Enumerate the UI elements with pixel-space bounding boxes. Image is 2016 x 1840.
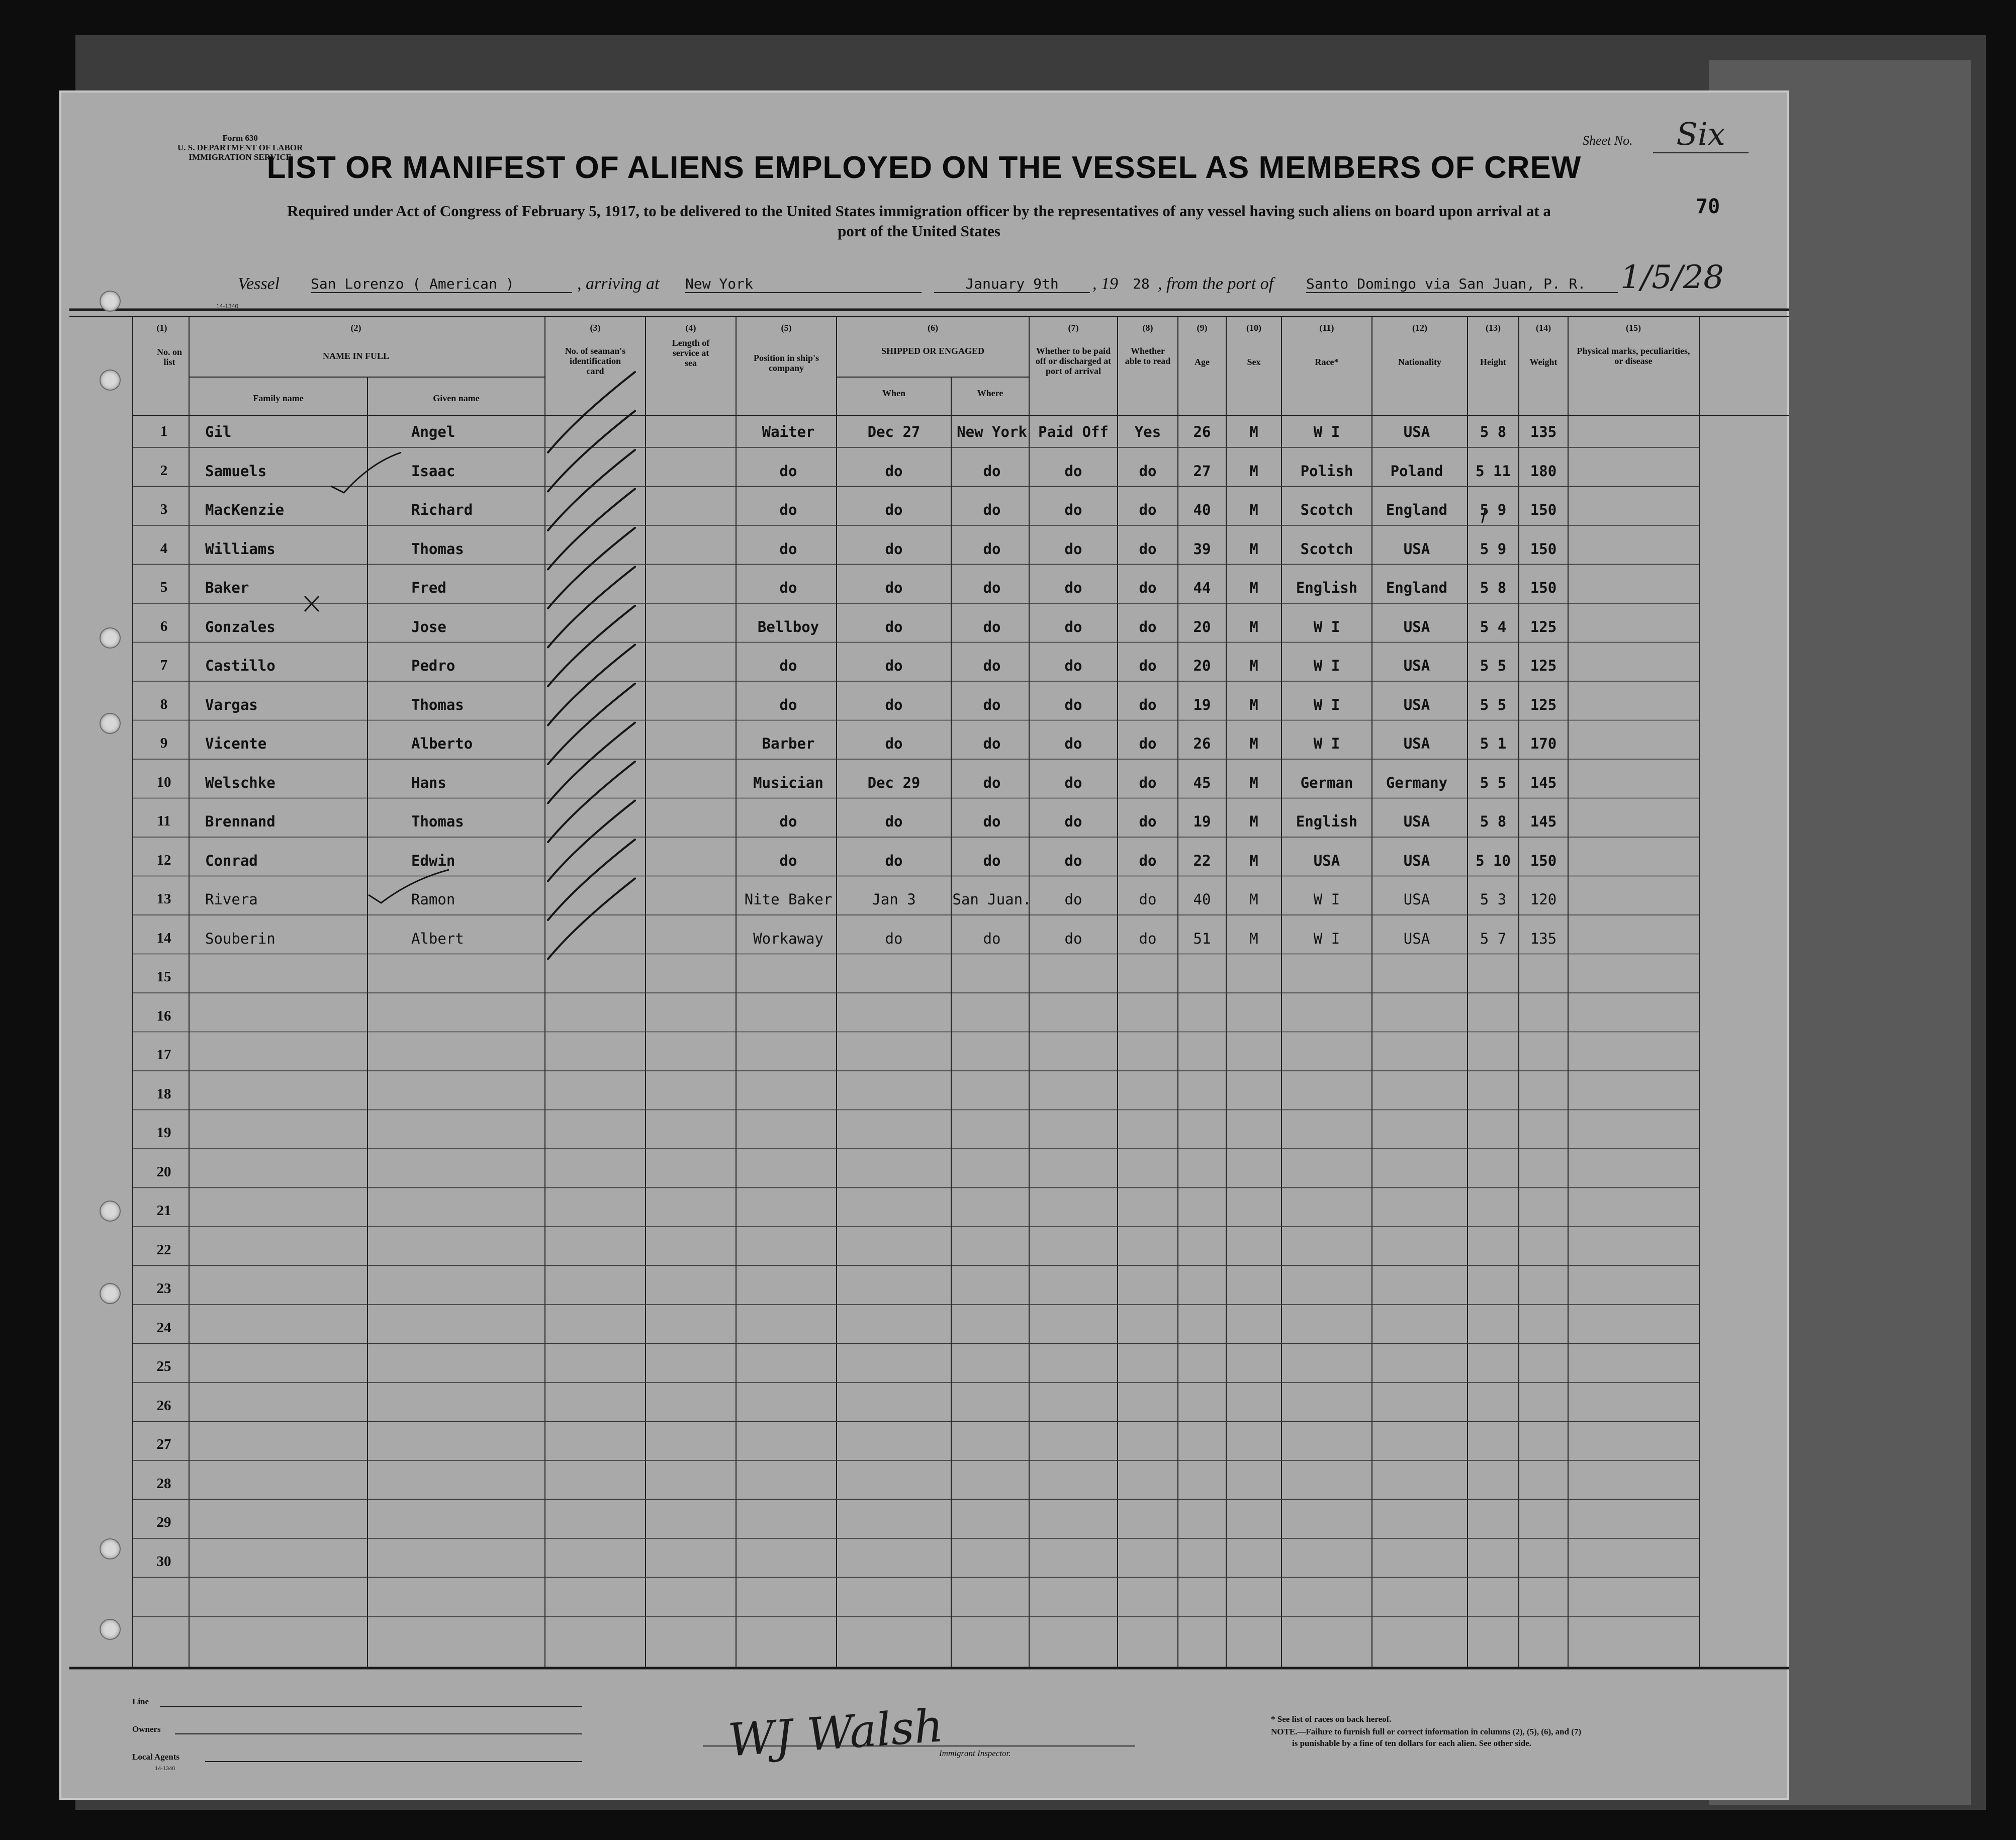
paid-off-cell: do [1064,657,1082,674]
family-name-cell: Welschke [205,774,276,791]
col-num-10: (10) [1246,323,1261,333]
row-number: 23 [156,1280,171,1297]
col-num-11: (11) [1319,323,1334,333]
arrival-date: January 9th [934,275,1090,293]
nationality-cell: USA [1403,930,1430,947]
nationality-cell: England [1386,501,1448,518]
age-cell: 39 [1193,540,1211,558]
paid-off-cell: do [1064,930,1082,947]
col-num-15: (15) [1626,323,1641,333]
able-read-cell: do [1139,774,1157,791]
able-read-cell: do [1139,891,1157,908]
col-num-3: (3) [590,323,601,333]
position-cell: Waiter [762,423,815,440]
paid-off-cell: do [1064,501,1082,518]
shipped-when-cell: do [885,852,903,869]
row-number: 26 [156,1397,171,1414]
weight-cell: 170 [1530,735,1557,752]
sex-cell: M [1249,735,1258,752]
race-cell: W I [1313,657,1340,674]
age-cell: 27 [1193,462,1211,480]
height-cell: 5 9 [1480,501,1507,518]
able-read-cell: do [1139,852,1157,869]
family-name-cell: Gil [205,423,232,440]
paid-off-cell: do [1064,774,1082,791]
family-name-cell: Samuels [205,462,267,480]
position-cell: do [779,579,797,596]
able-read-cell: do [1139,579,1157,596]
row-number: 7 [160,657,168,673]
col-num-5: (5) [781,323,792,333]
row-number: 21 [156,1203,171,1219]
family-name-cell: MacKenzie [205,501,285,518]
col-shipped: SHIPPED OR ENGAGED [881,346,985,356]
manifest-table-body [59,90,1789,1800]
footer-line-label: Line [132,1697,149,1706]
height-cell: 5 9 [1480,540,1507,558]
owners-field [175,1733,582,1734]
family-name-cell: Baker [205,579,249,596]
height-cell: 5 1 [1480,735,1507,752]
nationality-cell: USA [1403,891,1430,908]
weight-cell: 125 [1530,657,1557,674]
age-cell: 26 [1193,423,1211,440]
given-name-cell: Hans [411,774,446,791]
col-age: Age [1195,357,1210,367]
line-field [160,1706,582,1707]
row-number: 1 [160,423,168,439]
shipped-when-cell: do [885,930,903,947]
paid-off-cell: do [1064,540,1082,558]
shipped-when-cell: do [885,618,903,635]
row-number: 15 [156,969,171,985]
year-prefix: , 19 [1092,274,1118,293]
shipped-where-cell: San Juan. [952,891,1032,908]
shipped-where-cell: do [983,540,1001,558]
paid-off-cell: do [1064,579,1082,596]
sex-cell: M [1249,618,1258,635]
family-name-cell: Castillo [205,657,276,674]
race-cell: W I [1313,618,1340,635]
nationality-cell: USA [1403,852,1430,869]
row-number: 9 [160,735,168,751]
position-cell: do [779,501,797,518]
sex-cell: M [1249,891,1258,908]
col-paid-off: Whether to be paid off or discharged at port of arrival [1035,346,1112,376]
race-cell: USA [1313,852,1340,869]
row-number: 27 [156,1436,171,1452]
age-cell: 20 [1193,657,1211,674]
sex-cell: M [1249,540,1258,558]
height-cell: 5 10 [1476,852,1511,869]
given-name-cell: Alberto [411,735,473,752]
departure-port: Santo Domingo via San Juan, P. R. [1306,275,1618,293]
given-name-cell: Albert [411,930,464,947]
col-able-read: Whether able to read [1125,346,1171,366]
shipped-when-cell: Dec 27 [867,423,921,440]
race-cell: English [1296,579,1358,596]
position-cell: Nite Baker [744,891,833,908]
sex-cell: M [1249,579,1258,596]
col-where: Where [977,388,1003,398]
given-name-cell: Thomas [411,696,464,713]
handwritten-date: 1/5/28 [1620,259,1724,296]
row-number: 6 [160,618,168,634]
age-cell: 19 [1193,696,1211,713]
col-id-card: No. of seaman's identification card [565,346,626,376]
punch-hole [100,713,121,734]
row-number: 3 [160,501,168,517]
row-number: 30 [156,1553,171,1570]
race-cell: W I [1313,423,1340,440]
given-name-cell: Ramon [411,891,455,908]
family-name-cell: Brennand [205,813,276,830]
given-name-cell: Angel [411,423,455,440]
form-number: Form 630 [222,133,258,143]
given-name-cell: Fred [411,579,446,596]
weight-cell: 180 [1530,462,1557,480]
col-num-2: (2) [350,323,361,333]
able-read-cell: do [1139,618,1157,635]
col-height: Height [1480,357,1506,367]
height-cell: 5 8 [1480,813,1507,830]
family-name-cell: Gonzales [205,618,276,635]
sex-cell: M [1249,423,1258,440]
row-number: 16 [156,1007,171,1024]
col-race: Race* [1315,357,1339,367]
shipped-where-cell: do [983,657,1001,674]
col-name-in-full: NAME IN FULL [322,351,389,361]
able-read-cell: do [1139,696,1157,713]
row-number: 20 [156,1163,171,1180]
row-number: 12 [156,852,171,868]
row-number: 28 [156,1475,171,1492]
page-subtitle-2: port of the United States [838,222,1000,240]
age-cell: 44 [1193,579,1211,596]
shipped-where-cell: do [983,735,1001,752]
race-cell: English [1296,813,1358,830]
punch-hole [100,1619,121,1640]
sex-cell: M [1249,501,1258,518]
row-number: 8 [160,696,168,712]
manifest-sheet [59,90,1789,1800]
weight-cell: 135 [1530,930,1557,947]
height-cell: 5 4 [1480,618,1507,635]
col-num-1: (1) [156,323,167,333]
nationality-cell: USA [1403,423,1430,440]
nationality-cell: USA [1403,618,1430,635]
age-cell: 51 [1193,930,1211,947]
able-read-cell: do [1139,735,1157,752]
weight-cell: 150 [1530,501,1557,518]
col-num-12: (12) [1412,323,1427,333]
sex-cell: M [1249,657,1258,674]
family-name-cell: Rivera [205,891,258,908]
col-num-14: (14) [1536,323,1551,333]
note-text-2: is punishable by a fine of ten dollars for each alien. See other side. [1292,1738,1531,1748]
weight-cell: 125 [1530,618,1557,635]
position-cell: do [779,540,797,558]
race-cell: Scotch [1300,540,1353,558]
col-num-13: (13) [1486,323,1501,333]
row-number: 4 [160,540,168,557]
paid-off-cell: do [1064,735,1082,752]
stamp-number: 70 [1696,195,1720,218]
year-value: 28 [1133,275,1150,292]
page-title: LIST OR MANIFEST OF ALIENS EMPLOYED ON THE VESSEL AS MEMBERS OF CREW [266,150,1582,185]
row-number: 14 [156,930,171,946]
note-races: * See list of races on back hereof. [1271,1714,1392,1724]
col-num-7: (7) [1068,323,1079,333]
nationality-cell: USA [1403,540,1430,558]
punch-hole [100,1201,121,1222]
col-position: Position in ship's company [753,353,819,373]
inspector-signature: WJ Walsh [726,1699,945,1767]
paid-off-cell: do [1064,852,1082,869]
race-cell: W I [1313,930,1340,947]
nationality-cell: Poland [1390,462,1443,480]
age-cell: 26 [1193,735,1211,752]
shipped-when-cell: Dec 29 [867,774,921,791]
punch-hole [100,1538,121,1559]
row-number: 10 [156,774,171,790]
shipped-where-cell: do [983,618,1001,635]
shipped-when-cell: do [885,657,903,674]
col-sex: Sex [1247,357,1261,367]
position-cell: Bellboy [757,618,819,635]
weight-cell: 120 [1530,891,1557,908]
arriving-label: , arriving at [577,274,660,293]
height-cell: 5 3 [1480,891,1507,908]
position-cell: do [779,657,797,674]
shipped-where-cell: do [983,774,1001,791]
given-name-cell: Pedro [411,657,455,674]
able-read-cell: do [1139,501,1157,518]
row-number: 5 [160,579,168,595]
col-no-on-list: No. on list [157,347,182,367]
shipped-when-cell: do [885,540,903,558]
signature-line [703,1745,1135,1746]
page-subtitle: Required under Act of Congress of February 5, 1917, to be delivered to the United States immigration officer by the representatives of any vessel having such aliens on board upon arrival at a [287,202,1551,220]
age-cell: 40 [1193,501,1211,518]
row-number: 25 [156,1358,171,1374]
given-name-cell: Thomas [411,540,464,558]
shipped-where-cell: do [983,462,1001,480]
col-physical: Physical marks, peculiarities, or disease [1577,346,1690,366]
able-read-cell: do [1139,540,1157,558]
weight-cell: 145 [1530,813,1557,830]
nationality-cell: USA [1403,735,1430,752]
family-name-cell: Vicente [205,735,267,752]
col-weight: Weight [1529,357,1557,367]
height-cell: 5 8 [1480,423,1507,440]
sex-cell: M [1249,852,1258,869]
shipped-where-cell: do [983,579,1001,596]
col-num-9: (9) [1197,323,1208,333]
punch-hole [100,370,121,391]
height-cell: 5 5 [1480,696,1507,713]
sex-cell: M [1249,813,1258,830]
department: U. S. DEPARTMENT OF LABOR [177,143,303,152]
inspector-label: Immigrant Inspector. [939,1749,1011,1758]
paid-off-cell: do [1064,696,1082,713]
height-cell: 5 11 [1476,462,1511,480]
given-name-cell: Thomas [411,813,464,830]
col-family-name: Family name [253,393,304,403]
from-label: , from the port of [1158,274,1274,293]
sheet-number: Six [1653,116,1749,153]
shipped-when-cell: do [885,735,903,752]
sheet-label: Sheet No. [1583,133,1633,148]
shipped-when-cell: Jan 3 [872,891,916,908]
row-number: 24 [156,1319,171,1336]
row-number: 18 [156,1085,171,1102]
able-read-cell: do [1139,462,1157,480]
race-cell: W I [1313,735,1340,752]
able-read-cell: do [1139,657,1157,674]
weight-cell: 150 [1530,540,1557,558]
weight-cell: 135 [1530,423,1557,440]
vessel-name: San Lorenzo ( American ) [311,275,572,293]
position-cell: do [779,813,797,830]
position-cell: do [779,852,797,869]
shipped-where-cell: New York [957,423,1027,440]
service: IMMIGRATION SERVICE [189,152,292,162]
able-read-cell: do [1139,813,1157,830]
nationality-cell: England [1386,579,1448,596]
shipped-when-cell: do [885,813,903,830]
col-num-8: (8) [1142,323,1153,333]
row-number: 11 [157,813,171,829]
col-num-6: (6) [928,323,938,333]
vessel-label: Vessel [238,274,280,293]
family-name-cell: Williams [205,540,276,558]
col-nationality: Nationality [1398,357,1441,367]
agents-field [205,1761,582,1762]
age-cell: 20 [1193,618,1211,635]
race-cell: German [1300,774,1353,791]
position-cell: Musician [753,774,823,791]
race-cell: Polish [1300,462,1353,480]
col-num-4: (4) [685,323,696,333]
family-name-cell: Vargas [205,696,258,713]
nationality-cell: USA [1403,813,1430,830]
weight-cell: 150 [1530,852,1557,869]
shipped-where-cell: do [983,930,1001,947]
punch-hole [100,1283,121,1304]
shipped-when-cell: do [885,462,903,480]
arriving-port: New York [685,275,922,293]
age-cell: 40 [1193,891,1211,908]
given-name-cell: Richard [411,501,473,518]
family-name-cell: Conrad [205,852,258,869]
row-number: 17 [156,1047,171,1063]
col-given-name: Given name [433,393,480,403]
position-cell: Workaway [753,930,823,947]
row-number: 2 [160,462,168,479]
shipped-where-cell: do [983,501,1001,518]
shipped-where-cell: do [983,696,1001,713]
paid-off-cell: do [1064,618,1082,635]
shipped-where-cell: do [983,852,1001,869]
paid-off-cell: Paid Off [1038,423,1109,440]
given-name-cell: Jose [411,618,446,635]
position-cell: Barber [762,735,815,752]
race-cell: Scotch [1300,501,1353,518]
weight-cell: 150 [1530,579,1557,596]
age-cell: 45 [1193,774,1211,791]
given-name-cell: Isaac [411,462,455,480]
row-number: 13 [156,891,171,907]
footer-agents-label: Local Agents [132,1752,179,1762]
row-number: 19 [156,1125,171,1141]
age-cell: 19 [1193,813,1211,830]
shipped-when-cell: do [885,696,903,713]
position-cell: do [779,696,797,713]
sex-cell: M [1249,696,1258,713]
age-cell: 22 [1193,852,1211,869]
note-text: NOTE.—Failure to furnish full or correct information in columns (2), (5), (6), and (7) [1271,1727,1582,1736]
height-cell: 5 5 [1480,774,1507,791]
paid-off-cell: do [1064,462,1082,480]
agents-code: 14-1340 [155,1766,175,1772]
row-number: 29 [156,1514,171,1530]
sex-cell: M [1249,774,1258,791]
nationality-cell: USA [1403,696,1430,713]
print-code: 14-1340 [216,303,239,310]
paid-off-cell: do [1064,813,1082,830]
shipped-when-cell: do [885,579,903,596]
race-cell: W I [1313,696,1340,713]
able-read-cell: do [1139,930,1157,947]
weight-cell: 145 [1530,774,1557,791]
given-name-cell: Edwin [411,852,455,869]
weight-cell: 125 [1530,696,1557,713]
able-read-cell: Yes [1134,423,1161,440]
nationality-cell: USA [1403,657,1430,674]
position-cell: do [779,462,797,480]
shipped-where-cell: do [983,813,1001,830]
height-cell: 5 7 [1480,930,1507,947]
nationality-cell: Germany [1386,774,1448,791]
family-name-cell: Souberin [205,930,276,947]
punch-hole [100,291,121,312]
footer-owners-label: Owners [132,1724,161,1734]
shipped-when-cell: do [885,501,903,518]
height-cell: 5 8 [1480,579,1507,596]
col-length-service: Length of service at sea [672,338,710,368]
col-when: When [882,388,905,398]
sex-cell: M [1249,930,1258,947]
paid-off-cell: do [1064,891,1082,908]
race-cell: W I [1313,891,1340,908]
row-number: 22 [156,1241,171,1258]
sex-cell: M [1249,462,1258,480]
height-cell: 5 5 [1480,657,1507,674]
punch-hole [100,627,121,649]
